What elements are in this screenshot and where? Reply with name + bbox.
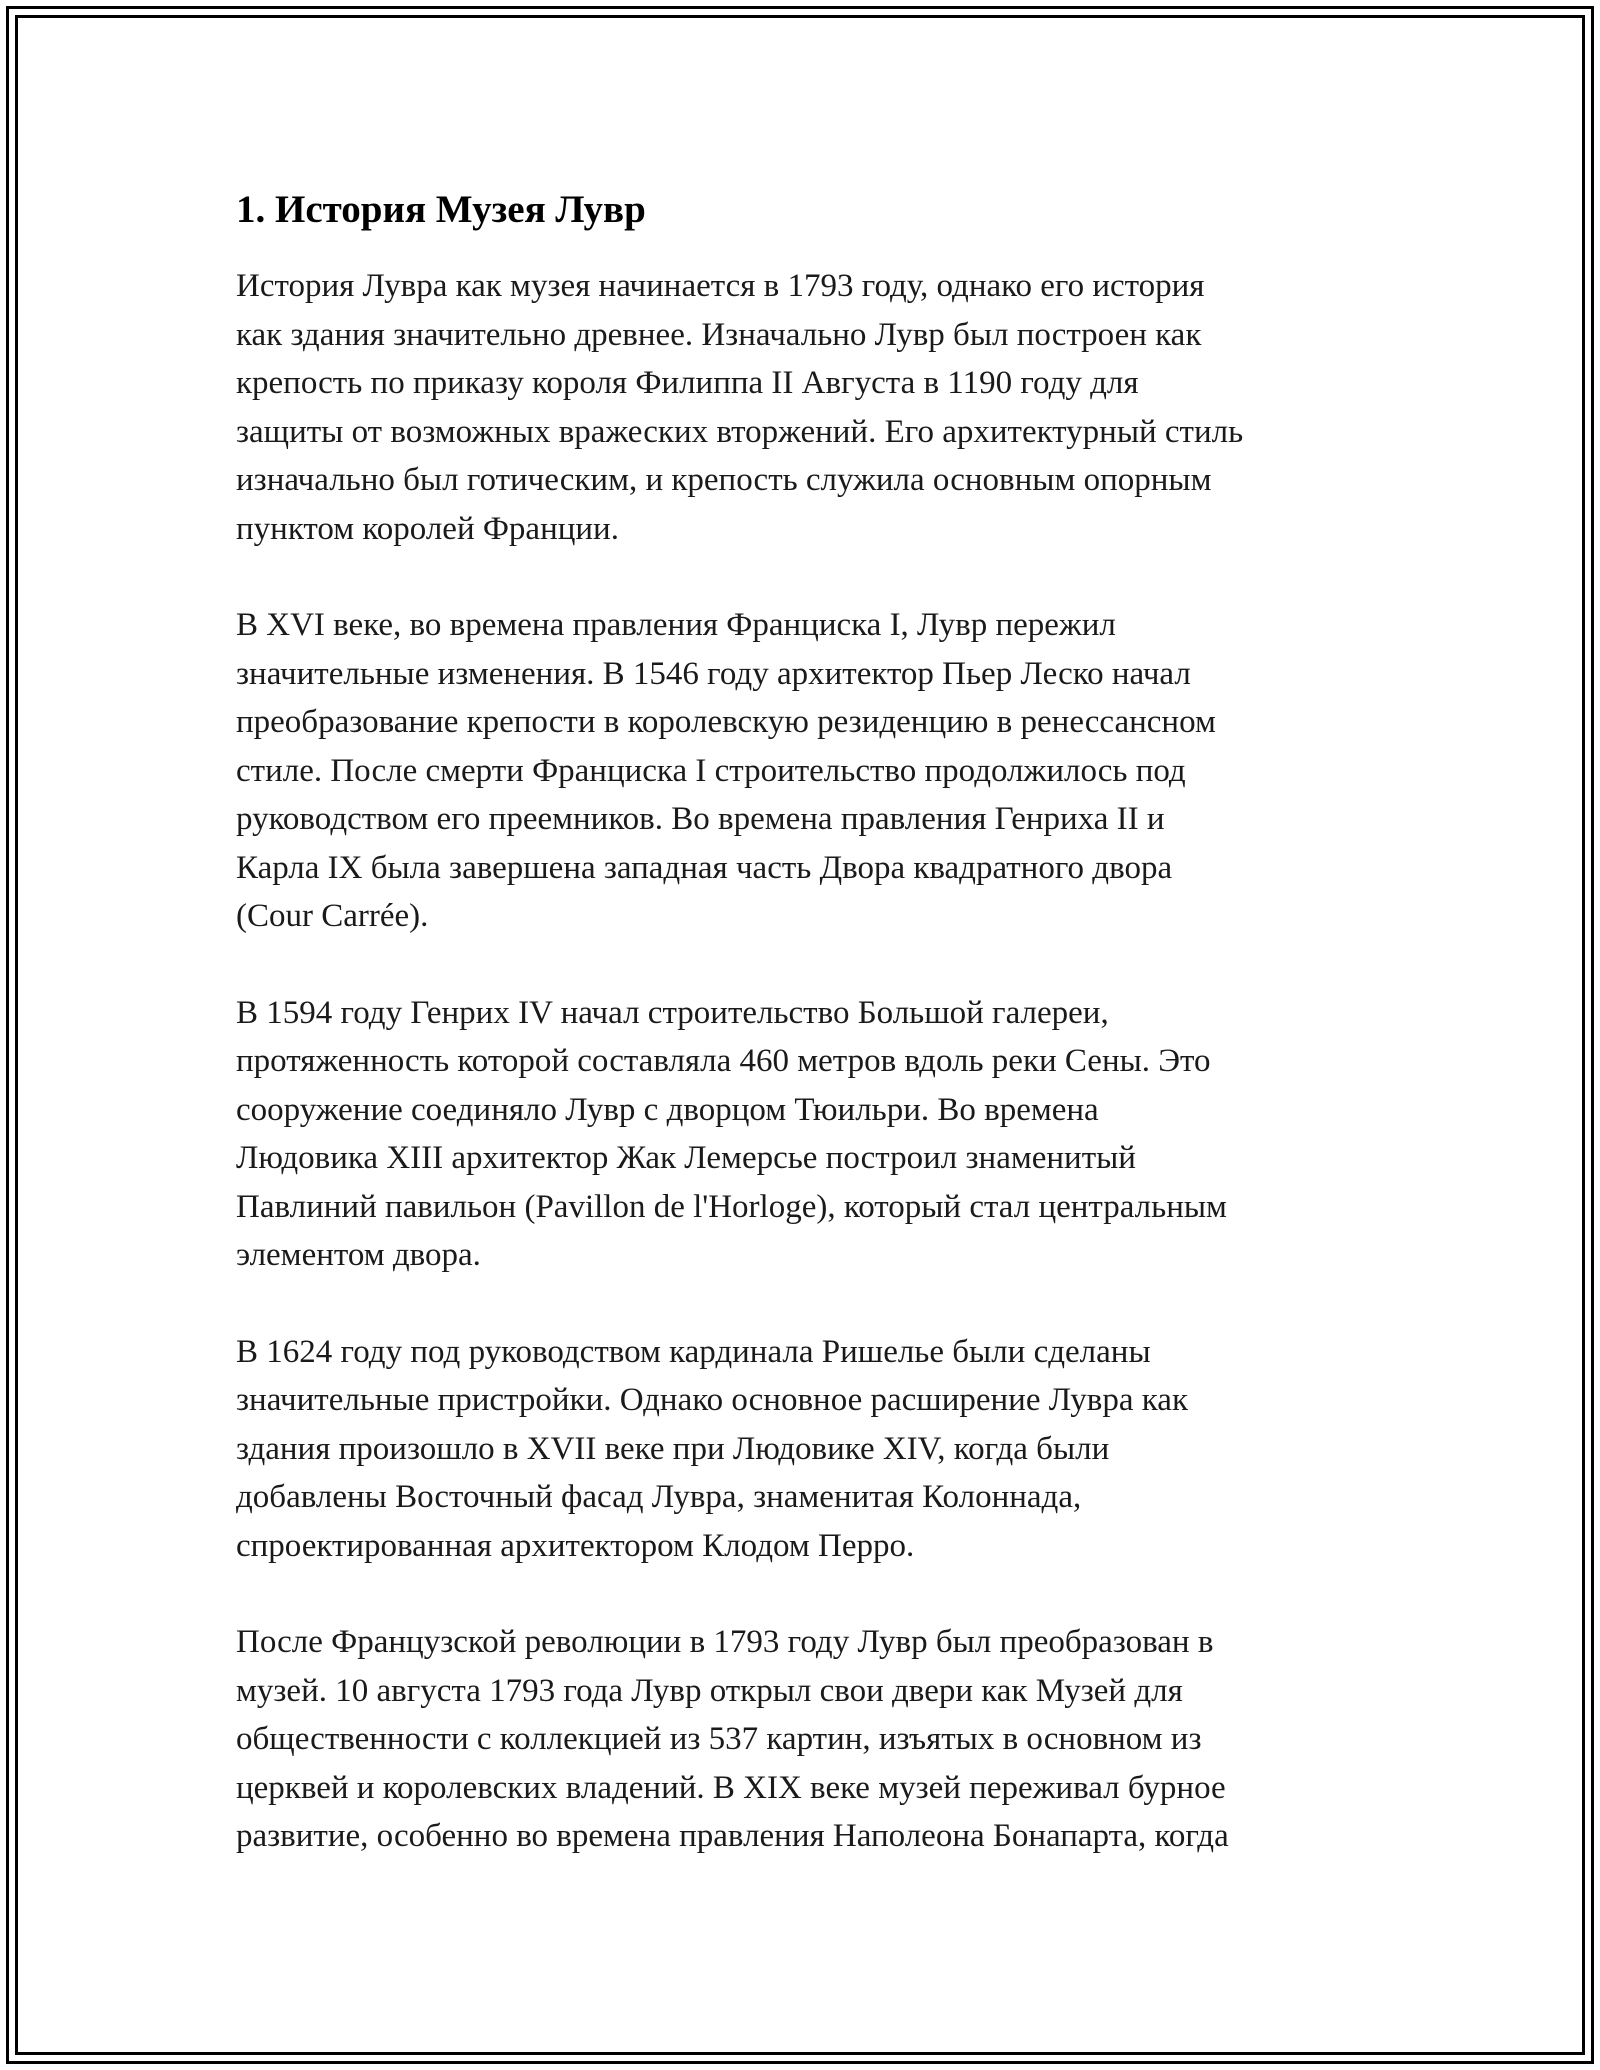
paragraph-line: изначально был готическим, и крепость служила основным опорным (236, 462, 1212, 498)
paragraph-line: После Французской революции в 1793 году Лувр был преобразован в (236, 1624, 1214, 1660)
paragraph-line: здания произошло в XVII веке при Людовике XIV, когда были (236, 1430, 1110, 1467)
paragraph-line: (Cour Carrée). (236, 898, 429, 934)
paragraph-line: руководством его преемников. Во времена правления Генриха II и (236, 801, 1165, 837)
paragraph-line: значительные пристройки. Однако основное расширение Лувра как (236, 1382, 1188, 1418)
paragraph-line: преобразование крепости в королевскую резиденцию в ренессансном (236, 704, 1216, 740)
document-body (236, 186, 1386, 1909)
paragraph-line: церквей и королевских владений. В XIX веке музей переживал бурное (236, 1769, 1226, 1806)
paragraph-line: Карла IX была завершена западная часть Двора квадратного двора (236, 849, 1173, 886)
paragraph (236, 989, 1386, 1280)
paragraph-line: развитие, особенно во времена правления Наполеона Бонапарта, когда (236, 1818, 1229, 1854)
paragraph-line: В 1594 году Генрих IV начал строительство Большой галереи, (236, 994, 1109, 1031)
paragraph (236, 1328, 1386, 1571)
paragraph-line: общественности с коллекцией из 537 картин, изъятых в основном из (236, 1721, 1202, 1757)
paragraph (236, 1618, 1386, 1861)
paragraph (236, 601, 1386, 941)
paragraph-line: пунктом королей Франции. (236, 510, 619, 547)
paragraph-line: Людовика XIII архитектор Жак Лемерсье построил знаменитый (236, 1140, 1136, 1176)
paragraph-line: музей. 10 августа 1793 года Лувр открыл свои двери как Музей для (236, 1672, 1183, 1709)
paragraph-line: спроектированная архитектором Клодом Перро. (236, 1527, 915, 1564)
paragraph-line: История Лувра как музея начинается в 1793 году, однако его история (236, 268, 1205, 304)
paragraph-list (236, 262, 1386, 1861)
paragraph (236, 262, 1386, 553)
paragraph-line: добавлены Восточный фасад Лувра, знаменитая Колоннада, (236, 1479, 1082, 1515)
paragraph-line: значительные изменения. В 1546 году архитектор Пьер Леско начал (236, 655, 1191, 692)
paragraph-line: крепость по приказу короля Филиппа II Августа в 1190 году для (236, 365, 1139, 401)
paragraph-line: В XVI веке, во времена правления Франциска I, Лувр пережил (236, 607, 1116, 643)
paragraph-line: стиле. После смерти Франциска I строительство продолжилось под (236, 752, 1186, 789)
paragraph-line: как здания значительно древнее. Изначально Лувр был построен как (236, 316, 1202, 353)
section-heading: 1. История Музея Лувр (236, 188, 646, 231)
paragraph-line: Павлиний павильон (Pavillon de l'Horloge), который стал центральным (236, 1188, 1227, 1225)
paragraph-line: защиты от возможных вражеских вторжений. Его архитектурный стиль (236, 413, 1244, 450)
paragraph-line: протяженность которой составляла 460 метров вдоль реки Сены. Это (236, 1043, 1211, 1079)
paragraph-line: В 1624 году под руководством кардинала Ришелье были сделаны (236, 1333, 1151, 1370)
paragraph-line: сооружение соединяло Лувр с дворцом Тюильри. Во времена (236, 1091, 1099, 1128)
paragraph-line: элементом двора. (236, 1237, 481, 1273)
